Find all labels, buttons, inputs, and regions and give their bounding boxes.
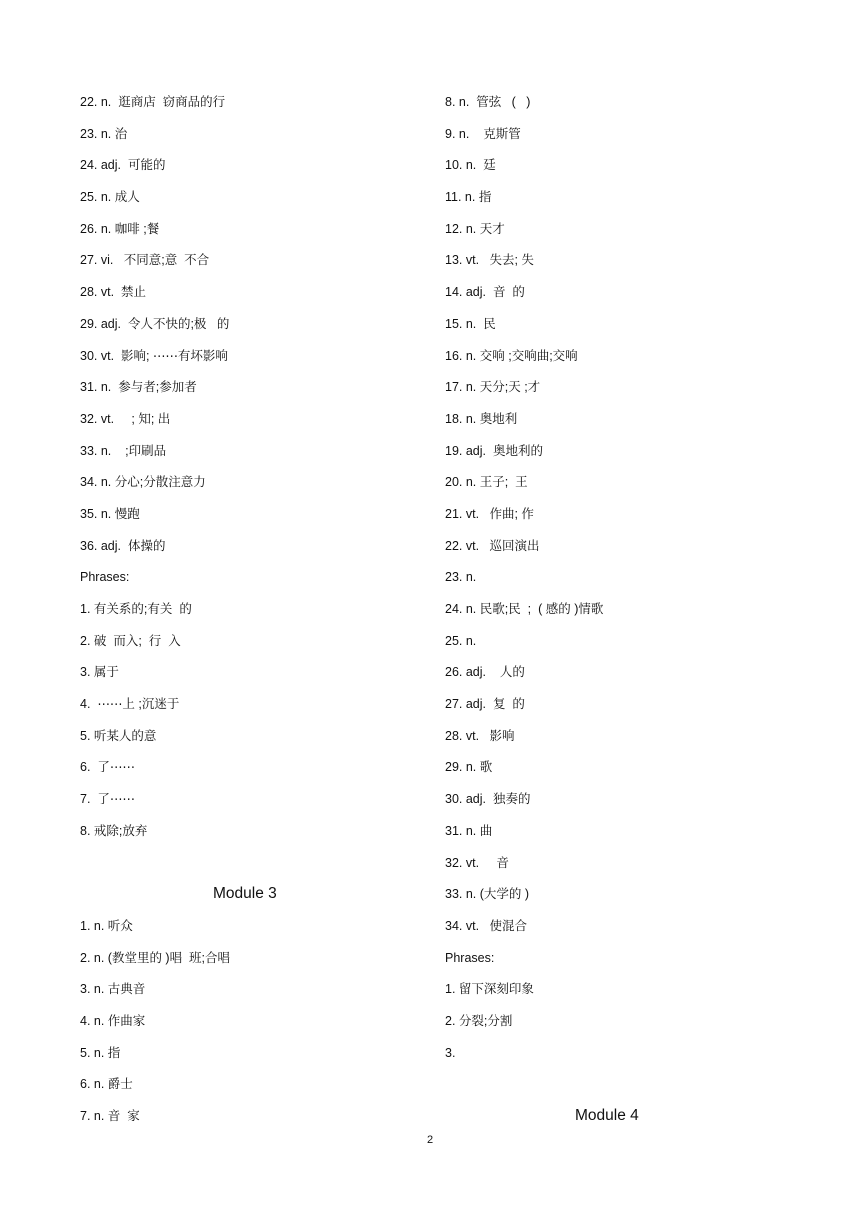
vocab-entry: 14. adj. 音 的 [445, 285, 525, 300]
vocab-entry: 29. adj. 令人不快的;极 的 [80, 316, 230, 331]
vocab-entry: 8. n. 管弦 ( ) [445, 95, 531, 109]
vocab-entry: 9. n. 克斯管 [445, 126, 521, 141]
page-number: 2 [426, 1134, 434, 1146]
vocab-entry: 24. adj. 可能的 [80, 158, 166, 173]
vocab-entry: 24. n. 民歌;民 ; ( 感的 )情歌 [445, 602, 604, 616]
left-column [80, 92, 420, 1138]
vocab-entry: 23. n. 治 [80, 126, 128, 141]
vocab-entry: 25. n. 成人 [80, 190, 140, 205]
section-spacer [80, 853, 420, 885]
phrase-entry: 5. 听某人的意 [80, 728, 157, 743]
vocab-entry: 6. n. 爵士 [80, 1077, 133, 1092]
vocab-entry: 28. vt. 禁止 [80, 285, 146, 300]
vocab-entry: 33. n. (大学的 ) [445, 887, 530, 902]
vocab-entry: 35. n. 慢跑 [80, 506, 140, 521]
vocab-entry: 10. n. 廷 [445, 158, 496, 173]
vocab-entry: 1. n. 听众 [80, 918, 133, 933]
phrases-label: Phrases: [80, 570, 130, 585]
phrase-entry: 1. 留下深刻印象 [445, 982, 534, 997]
module-heading: Module 4 [575, 1107, 639, 1124]
vocab-entry: 2. n. (教堂里的 )唱 班;合唱 [80, 950, 231, 965]
vocab-entry: 30. adj. 独奏的 [445, 792, 531, 807]
vocab-entry: 32. vt. 音 [445, 855, 509, 870]
vocab-entry: 5. n. 指 [80, 1045, 121, 1060]
vocab-entry: 26. adj. 人的 [445, 665, 525, 680]
vocab-entry: 22. vt. 巡回演出 [445, 538, 540, 553]
vocab-entry: 18. n. 奥地利 [445, 411, 518, 426]
vocab-entry: 25. n. [445, 633, 477, 648]
phrase-entry: 4. ⋯⋯上 ;沉迷于 [80, 697, 180, 712]
phrase-entry: 3. 属于 [80, 665, 119, 680]
vocab-entry: 16. n. 交响 ;交响曲;交响 [445, 348, 578, 363]
phrase-entry: 3. [445, 1045, 456, 1060]
vocab-entry: 19. adj. 奥地利的 [445, 443, 543, 458]
right-column [445, 92, 785, 1138]
vocab-entry: 34. vt. 使混合 [445, 918, 527, 933]
vocab-entry: 36. adj. 体操的 [80, 538, 166, 553]
vocab-entry: 32. vt. ; 知; 出 [80, 411, 171, 426]
phrase-entry: 7. 了⋯⋯ [80, 792, 135, 807]
section-spacer [445, 1074, 785, 1106]
vocab-entry: 13. vt. 失去; 失 [445, 253, 534, 268]
vocab-entry: 28. vt. 影响 [445, 728, 515, 743]
vocab-entry: 31. n. 参与者;参加者 [80, 380, 197, 395]
phrase-entry: 2. 分裂;分割 [445, 1013, 513, 1028]
phrase-entry: 2. 破 而入; 行 入 [80, 633, 181, 648]
phrase-entry: 8. 戒除;放弃 [80, 823, 148, 838]
vocab-entry: 17. n. 天分;天 ;才 [445, 380, 541, 395]
vocab-entry: 23. n. [445, 570, 477, 585]
vocab-entry: 15. n. 民 [445, 316, 496, 331]
vocab-entry: 21. vt. 作曲; 作 [445, 506, 534, 521]
phrase-entry: 1. 有关系的;有关 的 [80, 602, 192, 616]
vocab-entry: 20. n. 王子; 王 [445, 475, 528, 490]
module-heading: Module 3 [213, 885, 277, 903]
vocab-entry: 26. n. 咖啡 ;餐 [80, 221, 160, 236]
vocab-entry: 27. vi. 不同意;意 不合 [80, 253, 210, 268]
phrases-label: Phrases: [445, 950, 495, 965]
vocab-entry: 29. n. 歌 [445, 760, 493, 775]
vocab-entry: 7. n. 音 家 [80, 1109, 140, 1123]
vocab-entry: 31. n. 曲 [445, 823, 493, 838]
vocab-entry: 3. n. 古典音 [80, 982, 146, 997]
vocab-entry: 30. vt. 影响; ⋯⋯有坏影响 [80, 348, 228, 363]
vocab-entry: 11. n. 指 [445, 190, 492, 205]
vocab-entry: 12. n. 天才 [445, 221, 505, 236]
phrase-entry: 6. 了⋯⋯ [80, 760, 135, 775]
vocab-entry: 34. n. 分心;分散注意力 [80, 475, 206, 490]
vocab-entry: 33. n. ;印刷品 [80, 443, 167, 458]
vocab-entry: 4. n. 作曲家 [80, 1013, 146, 1028]
vocab-entry: 22. n. 逛商店 窃商品的行 [80, 95, 226, 109]
vocab-entry: 27. adj. 复 的 [445, 697, 525, 712]
